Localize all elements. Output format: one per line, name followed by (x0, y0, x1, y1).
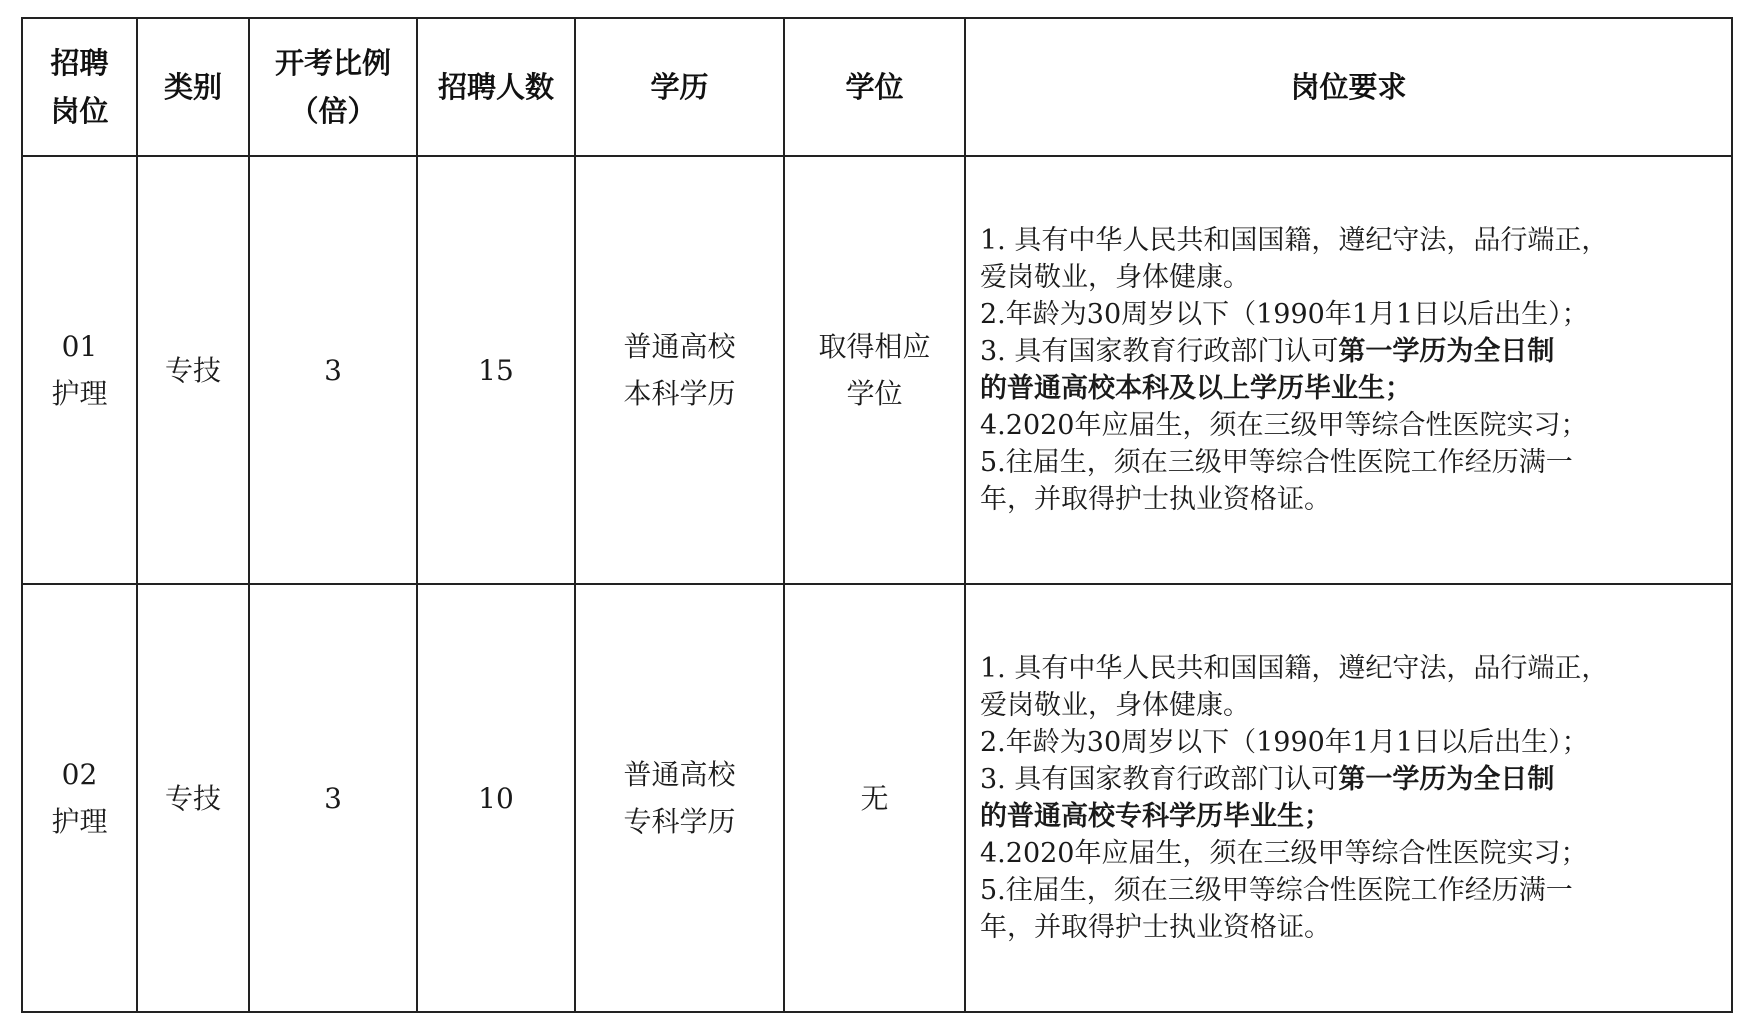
header-category: 类别 (137, 18, 249, 156)
requirement-emphasis-line: 的普通高校专科学历毕业生； (980, 801, 1331, 832)
position-code: 01 (61, 330, 98, 363)
recruitment-table-container (21, 17, 1731, 1012)
degree-line1: 取得相应 (818, 330, 931, 363)
requirement-text: 3. 具有国家教育行政部门认可 (980, 336, 1339, 367)
requirement-line: 年，并取得护士执业资格证。 (980, 484, 1331, 515)
cell-ratio: 3 (249, 584, 417, 1012)
position-code: 02 (61, 758, 98, 791)
header-ratio (249, 18, 417, 156)
education-line2: 本科学历 (623, 377, 736, 410)
degree-line2: 学位 (846, 377, 903, 410)
requirement-line (980, 333, 1717, 370)
header-count: 招聘人数 (417, 18, 575, 156)
cell-education (575, 584, 784, 1012)
requirement-line: 1. 具有中华人民共和国国籍，遵纪守法，品行端正， (980, 225, 1609, 256)
requirement-line: 年，并取得护士执业资格证。 (980, 912, 1331, 943)
requirement-line: 5.往届生，须在三级甲等综合性医院工作经历满一 (980, 875, 1573, 906)
cell-ratio: 3 (249, 156, 417, 584)
cell-requirements (965, 156, 1732, 584)
cell-category: 专技 (137, 584, 249, 1012)
position-name: 护理 (51, 805, 108, 838)
requirement-line: 5.往届生，须在三级甲等综合性医院工作经历满一 (980, 447, 1573, 478)
header-position-line2: 岗位 (50, 94, 109, 128)
requirement-line: 4.2020年应届生，须在三级甲等综合性医院实习； (980, 410, 1588, 441)
header-row (22, 18, 1732, 156)
cell-requirements (965, 584, 1732, 1012)
requirement-text: 3. 具有国家教育行政部门认可 (980, 764, 1339, 795)
recruitment-table (21, 17, 1733, 1013)
requirement-line: 爱岗敬业，身体健康。 (980, 262, 1250, 293)
cell-degree (784, 156, 965, 584)
header-requirements: 岗位要求 (965, 18, 1732, 156)
header-position (22, 18, 137, 156)
position-name: 护理 (51, 377, 108, 410)
requirement-emphasis: 第一学历为全日制 (1338, 336, 1555, 367)
table-row (22, 584, 1732, 1012)
requirement-emphasis-line: 的普通高校本科及以上学历毕业生； (980, 373, 1412, 404)
cell-education (575, 156, 784, 584)
cell-category: 专技 (137, 156, 249, 584)
requirement-emphasis: 第一学历为全日制 (1338, 764, 1555, 795)
degree-line1: 无 (860, 781, 889, 815)
header-degree: 学位 (784, 18, 965, 156)
cell-position (22, 156, 137, 584)
requirement-line: 2.年龄为30周岁以下（1990年1月1日以后出生）； (980, 727, 1589, 758)
education-line1: 普通高校 (623, 330, 736, 363)
table-row (22, 156, 1732, 584)
header-ratio-line1: 开考比例 (274, 46, 391, 80)
cell-count: 15 (417, 156, 575, 584)
header-position-line1: 招聘 (50, 46, 109, 80)
requirement-line: 2.年龄为30周岁以下（1990年1月1日以后出生）； (980, 299, 1589, 330)
education-line1: 普通高校 (623, 758, 736, 791)
requirement-line: 4.2020年应届生，须在三级甲等综合性医院实习； (980, 838, 1588, 869)
cell-position (22, 584, 137, 1012)
requirement-line: 爱岗敬业，身体健康。 (980, 690, 1250, 721)
requirement-line: 1. 具有中华人民共和国国籍，遵纪守法，品行端正， (980, 653, 1609, 684)
requirement-line (980, 761, 1717, 798)
cell-degree (784, 584, 965, 1012)
education-line2: 专科学历 (623, 805, 736, 838)
cell-count: 10 (417, 584, 575, 1012)
header-ratio-line2: （倍） (289, 94, 377, 128)
header-education: 学历 (575, 18, 784, 156)
